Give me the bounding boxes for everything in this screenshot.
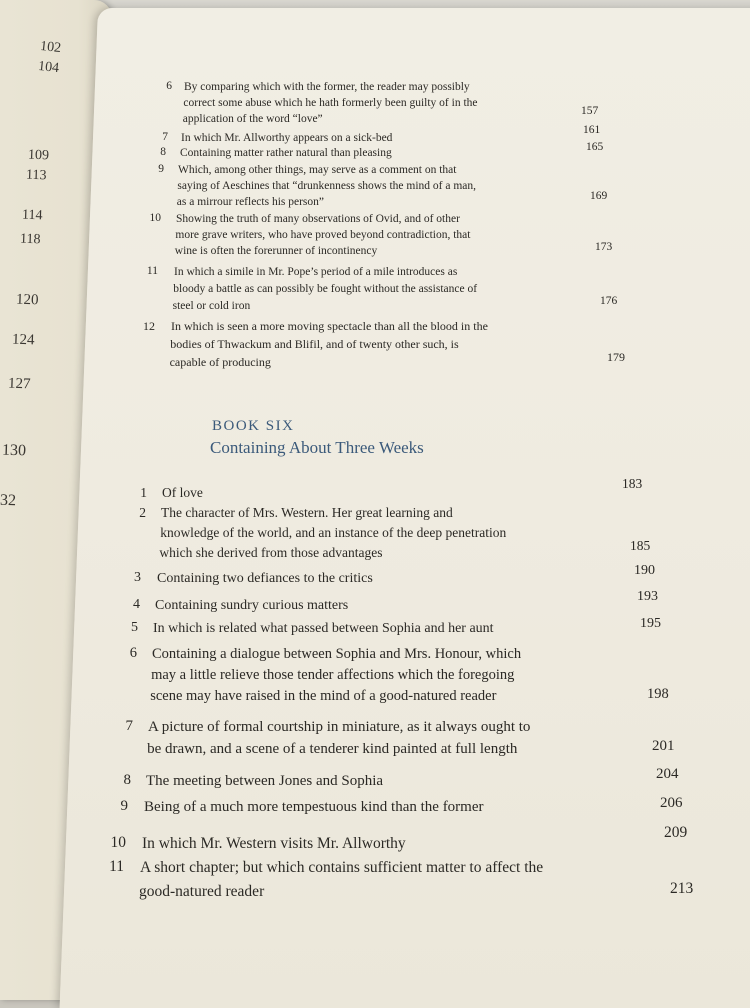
page-number: 157 bbox=[581, 105, 599, 117]
page-number: 204 bbox=[656, 766, 679, 782]
chapter-title-line: good-natured reader bbox=[139, 883, 265, 900]
chapter-number: 6 bbox=[129, 645, 137, 661]
left-page-number: 120 bbox=[15, 291, 39, 309]
page-number: 161 bbox=[583, 124, 601, 136]
chapter-number: 9 bbox=[120, 798, 128, 814]
left-page-number: 102 bbox=[39, 38, 62, 57]
left-page-number: 127 bbox=[7, 375, 31, 393]
chapter-title-line: The character of Mrs. Western. Her great learning and bbox=[161, 505, 453, 520]
chapter-title-line: The meeting between Jones and Sophia bbox=[146, 773, 384, 789]
page-number: 195 bbox=[640, 616, 661, 631]
chapter-number: 8 bbox=[123, 772, 131, 788]
page-number: 209 bbox=[664, 824, 688, 841]
chapter-title-line: In which a simile in Mr. Pope’s period of a mile introduces as bbox=[174, 266, 458, 278]
chapter-title-line: steel or cold iron bbox=[172, 300, 251, 312]
chapter-title-line: Being of a much more tempestuous kind than the former bbox=[144, 799, 484, 815]
chapter-title-line: In which Mr. Allworthy appears on a sick-bed bbox=[181, 132, 393, 144]
chapter-title-line: Containing sundry curious matters bbox=[155, 598, 349, 613]
chapter-title-line: saying of Aeschines that “drunkenness shows the mind of a man, bbox=[177, 180, 477, 192]
chapter-title-line: correct some abuse which he hath formerly been guilty of in the bbox=[183, 97, 478, 109]
left-page-number: 104 bbox=[37, 58, 60, 77]
chapter-title-line: In which is related what passed between Sophia and her aunt bbox=[153, 621, 494, 636]
chapter-number: 3 bbox=[134, 570, 141, 585]
chapter-title-line: A short chapter; but which contains sufficient matter to affect the bbox=[140, 859, 544, 876]
chapter-title-line: In which Mr. Western visits Mr. Allworthy bbox=[142, 835, 406, 852]
left-page-number: 32 bbox=[0, 491, 17, 510]
chapter-title-line: bloody a battle as can possibly be fought without the assistance of bbox=[173, 283, 478, 295]
page-number: 165 bbox=[586, 141, 604, 153]
chapter-number: 2 bbox=[139, 505, 146, 520]
page-number: 169 bbox=[590, 190, 608, 202]
book-six-subtitle: Containing About Three Weeks bbox=[210, 438, 424, 457]
left-page-number: 124 bbox=[11, 331, 35, 349]
book-six-heading: BOOK SIX bbox=[212, 418, 295, 434]
chapter-number: 11 bbox=[109, 858, 124, 875]
left-page-number: 109 bbox=[27, 147, 50, 164]
chapter-number: 9 bbox=[158, 163, 164, 175]
chapter-number: 5 bbox=[131, 620, 138, 635]
chapter-number: 1 bbox=[140, 485, 147, 500]
page-number: 185 bbox=[630, 538, 651, 553]
chapter-title-line: Containing matter rather natural than pleasing bbox=[180, 147, 392, 159]
page-number: 193 bbox=[637, 589, 658, 604]
chapter-number: 7 bbox=[162, 131, 168, 143]
page-number: 183 bbox=[622, 476, 643, 491]
chapter-title-line: wine is often the forerunner of incontinency bbox=[174, 245, 378, 257]
left-page-number: 130 bbox=[1, 441, 27, 460]
chapter-title-line: be drawn, and a scene of a tenderer kind painted at full length bbox=[147, 741, 518, 757]
chapter-title-line: may a little relieve those tender affections which the foregoing bbox=[151, 667, 515, 683]
page-number: 173 bbox=[595, 241, 613, 253]
chapter-number: 6 bbox=[166, 80, 172, 92]
chapter-number: 8 bbox=[160, 146, 166, 158]
chapter-title-line: bodies of Thwackum and Blifil, and of twenty other such, is bbox=[170, 337, 459, 351]
chapter-number: 12 bbox=[143, 319, 155, 333]
chapter-title-line: knowledge of the world, and an instance of the deep penetration bbox=[160, 525, 507, 540]
left-page-number: 113 bbox=[25, 167, 47, 184]
page-number: 198 bbox=[647, 686, 669, 702]
chapter-title-line: Containing two defiances to the critics bbox=[157, 571, 373, 586]
chapter-title-line: more grave writers, who have proved beyond contradiction, that bbox=[175, 229, 471, 241]
chapter-number: 7 bbox=[125, 718, 133, 734]
page-number: 190 bbox=[634, 563, 655, 578]
chapter-title-line: By comparing which with the former, the reader may possibly bbox=[184, 81, 470, 93]
chapter-number: 4 bbox=[133, 597, 140, 612]
page-number: 201 bbox=[652, 738, 675, 754]
chapter-number: 10 bbox=[149, 212, 161, 224]
chapter-number: 10 bbox=[110, 834, 126, 851]
chapter-title-line: Containing a dialogue between Sophia and Mrs. Honour, which bbox=[152, 646, 522, 662]
page-number: 179 bbox=[607, 350, 625, 364]
chapter-title-line: which she derived from those advantages bbox=[159, 545, 383, 560]
left-page-number: 114 bbox=[21, 207, 43, 224]
chapter-number: 11 bbox=[146, 265, 158, 277]
chapter-title-line: In which is seen a more moving spectacle than all the blood in the bbox=[171, 319, 488, 333]
chapter-title-line: A picture of formal courtship in miniature, as it always ought to bbox=[148, 719, 531, 735]
chapter-title-line: as a mirrour reflects his person” bbox=[176, 196, 325, 208]
chapter-title-line: capable of producing bbox=[169, 355, 271, 369]
page-number: 176 bbox=[600, 295, 618, 307]
chapter-title-line: application of the word “love” bbox=[182, 113, 323, 125]
chapter-title-line: Of love bbox=[162, 485, 203, 500]
left-page-number: 118 bbox=[19, 231, 41, 248]
page-number: 206 bbox=[660, 795, 683, 811]
chapter-title-line: Which, among other things, may serve as a comment on that bbox=[178, 164, 457, 176]
chapter-title-line: scene may have raised in the mind of a good-natured reader bbox=[150, 688, 497, 704]
page-number: 213 bbox=[670, 880, 694, 897]
chapter-title-line: Showing the truth of many observations of Ovid, and of other bbox=[176, 213, 460, 225]
